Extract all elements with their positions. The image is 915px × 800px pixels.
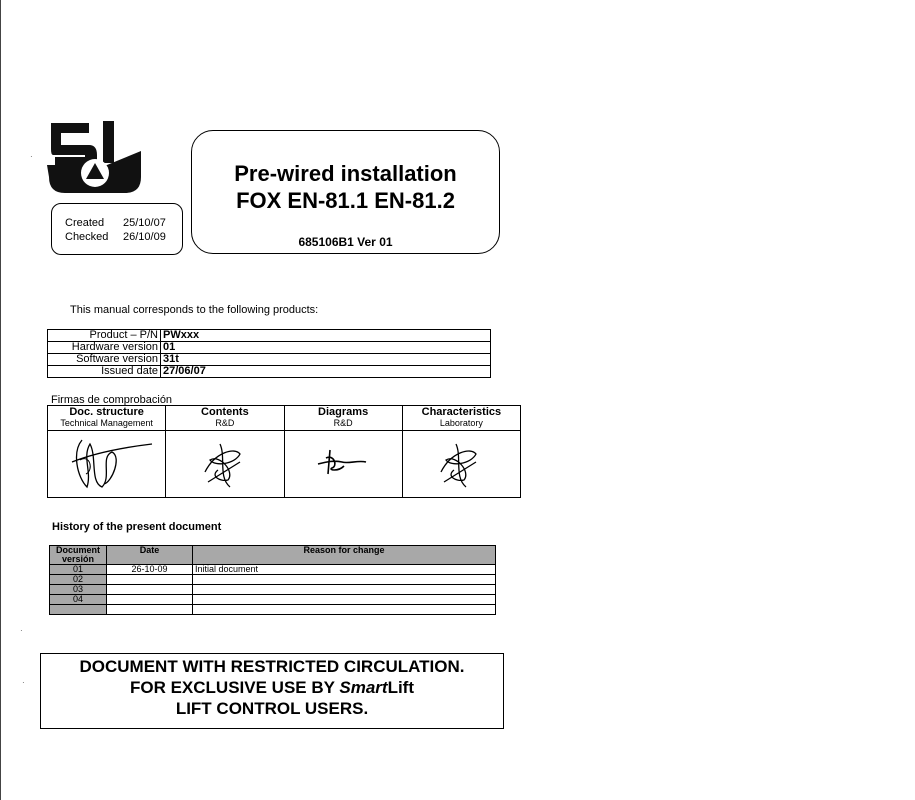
history-header-version: Document versión [50,546,107,565]
hardware-row [48,342,491,354]
hardware-label: Hardware version [48,342,161,354]
document-code: 685106B1 Ver 01 [298,235,393,249]
company-logo [47,121,143,195]
signature-heading: Characteristics [421,406,502,418]
history-reason [193,585,496,595]
product-value: PWxxx [161,330,491,342]
table-row [50,605,496,615]
issued-label: Issued date [48,366,161,378]
product-table [47,329,491,378]
history-date [107,605,193,615]
history-table [49,545,496,615]
signature-mark [426,432,496,494]
notice-line3: LIFT CONTROL USERS. [175,699,369,718]
history-date: 26-10-09 [107,565,193,575]
history-reason [193,575,496,585]
signature-header [48,406,166,431]
restricted-notice [40,653,504,729]
intro-text: This manual corresponds to the following products: [70,304,319,316]
created-label: Created [65,217,105,229]
table-row [50,595,496,605]
issued-value: 27/06/07 [161,366,491,378]
document-title-line1: Pre-wired installation [234,161,457,186]
notice-line2 [41,677,503,698]
table-row [50,585,496,595]
signature-subheading: Technical Management [60,418,153,428]
signature-mark [52,432,162,494]
signature-header [402,406,520,431]
scan-speck: · [22,678,25,687]
signature-header [166,406,284,431]
signature-cell [166,431,284,498]
signature-cell [402,431,520,498]
notice-brand-regular: Lift [387,678,415,697]
table-row [50,565,496,575]
signature-header [284,406,402,431]
checked-label: Checked [65,231,109,243]
signature-heading: Diagrams [318,406,369,418]
signatures-title: Firmas de comprobación [51,394,173,406]
history-version: 03 [50,585,107,595]
signatures-table [47,405,521,498]
created-date: 25/10/07 [123,217,166,229]
product-row [48,330,491,342]
signature-cell [284,431,402,498]
signature-heading: Contents [201,406,249,418]
history-version [50,605,107,615]
history-version: 02 [50,575,107,585]
history-reason [193,605,496,615]
history-version: 04 [50,595,107,605]
history-reason: Initial document [193,565,496,575]
signature-subheading: R&D [215,418,235,428]
history-date [107,585,193,595]
scan-speck: · [30,152,33,161]
document-title-line2: FOX EN-81.1 EN-81.2 [236,188,455,213]
history-version: 01 [50,565,107,575]
document-title-box [191,130,500,254]
history-date [107,595,193,605]
hardware-value: 01 [161,342,491,354]
issued-row [48,366,491,378]
signature-mark [308,432,378,494]
page-edge [0,0,1,800]
software-label: Software version [48,354,161,366]
table-row [50,575,496,585]
signature-mark [190,432,260,494]
history-header-reason: Reason for change [193,546,496,565]
signature-heading: Doc. structure [69,406,144,418]
signature-subheading: Laboratory [439,418,483,428]
notice-brand-italic: Smart [339,678,388,697]
document-dates-box [51,203,183,255]
notice-line2-prefix: FOR EXCLUSIVE USE BY [129,678,340,697]
history-reason [193,595,496,605]
product-label: Product – P/N [48,330,161,342]
history-header-date: Date [107,546,193,565]
software-row [48,354,491,366]
scan-speck: · [20,626,23,635]
history-title: History of the present document [52,521,222,533]
signature-cell [48,431,166,498]
software-value: 31t [161,354,491,366]
checked-date: 26/10/09 [123,231,166,243]
notice-line1: DOCUMENT WITH RESTRICTED CIRCULATION. [79,657,465,676]
history-date [107,575,193,585]
signature-subheading: R&D [333,418,353,428]
